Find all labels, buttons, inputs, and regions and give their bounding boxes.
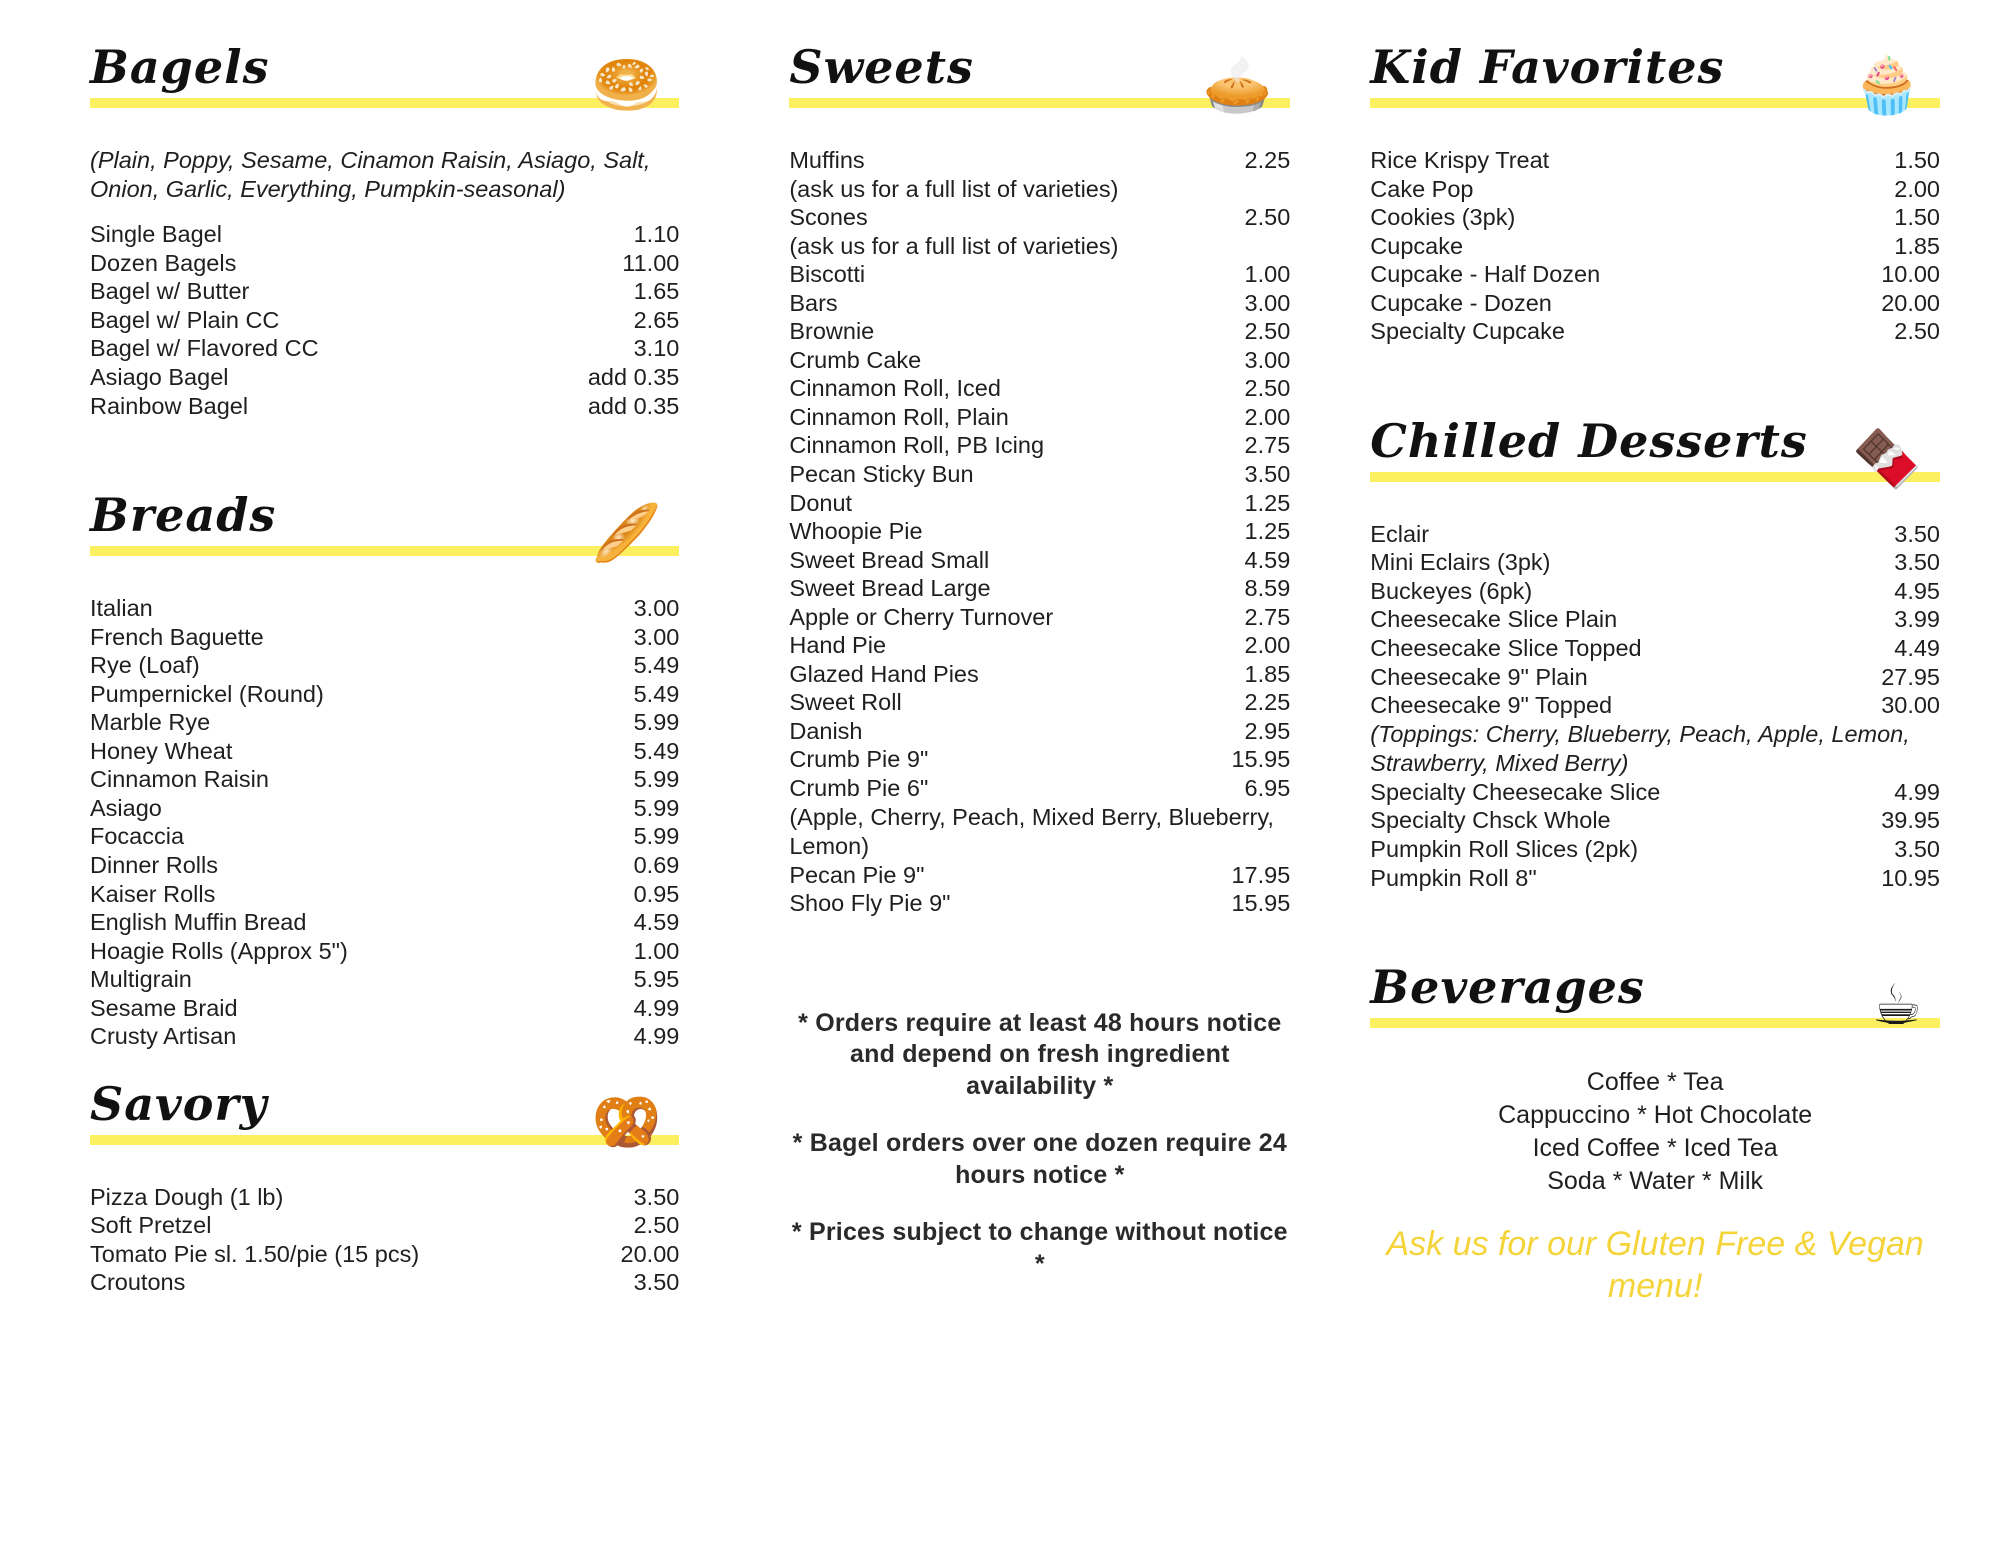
item-name: Hoagie Rolls (Approx 5") bbox=[90, 937, 348, 964]
item-price: 3.00 bbox=[633, 623, 680, 650]
item-price: 5.99 bbox=[633, 794, 680, 821]
item-price: add 0.35 bbox=[587, 392, 680, 419]
beverage-line: Iced Coffee * Iced Tea bbox=[1532, 1134, 1778, 1163]
item-name: Sesame Braid bbox=[90, 994, 238, 1021]
section-header-kid-favorites bbox=[1370, 30, 1940, 120]
list-item bbox=[90, 220, 679, 249]
item-price: 39.95 bbox=[1881, 807, 1940, 834]
list-item bbox=[90, 680, 679, 709]
item-price: 3.50 bbox=[1894, 520, 1940, 547]
item-price: 2.50 bbox=[1894, 318, 1940, 345]
item-name: Italian bbox=[90, 595, 153, 622]
item-price: 2.75 bbox=[1244, 603, 1291, 630]
notice-bagel-dozen: * Bagel orders over one dozen require 24 hours notice * bbox=[792, 1129, 1287, 1189]
item-name: Pizza Dough (1 lb) bbox=[90, 1183, 284, 1210]
item-price: 5.49 bbox=[633, 680, 680, 707]
item-price: 5.99 bbox=[633, 823, 680, 850]
item-name: Marble Rye bbox=[90, 709, 211, 736]
item-name: Specialty Cupcake bbox=[1370, 318, 1565, 345]
list-item bbox=[90, 363, 679, 392]
item-name: Tomato Pie sl. 1.50/pie (15 pcs) bbox=[90, 1240, 420, 1267]
list-item bbox=[90, 1183, 679, 1212]
item-name: Glazed Hand Pies bbox=[789, 660, 979, 687]
list-item bbox=[1370, 634, 1940, 663]
list-item bbox=[789, 260, 1290, 289]
item-name: Single Bagel bbox=[90, 221, 222, 248]
item-price: 20.00 bbox=[620, 1240, 680, 1267]
section-title-beverages: Beverages bbox=[1370, 960, 1645, 1015]
list-item bbox=[90, 851, 679, 880]
list-item bbox=[90, 623, 679, 652]
list-item bbox=[789, 546, 1290, 575]
item-price: 2.00 bbox=[1244, 632, 1291, 659]
list-item bbox=[90, 794, 679, 823]
item-name: Bars bbox=[789, 289, 838, 316]
item-price: 20.00 bbox=[1881, 289, 1940, 316]
item-price: 1.50 bbox=[1894, 147, 1940, 173]
section-title-sweets: Sweets bbox=[789, 40, 974, 94]
list-item bbox=[90, 1268, 679, 1297]
item-name: Pecan Pie 9" bbox=[789, 861, 925, 888]
item-name: Whoopie Pie bbox=[789, 518, 923, 545]
list-item bbox=[789, 574, 1290, 603]
list-item bbox=[1370, 835, 1940, 864]
item-name: Rye (Loaf) bbox=[90, 652, 200, 679]
section-title-bagels: Bagels bbox=[90, 40, 270, 94]
item-name: Asiago bbox=[90, 794, 162, 821]
eclair-icon: 🍫 bbox=[1852, 426, 1922, 492]
list-item bbox=[90, 994, 679, 1023]
list-item bbox=[789, 403, 1290, 432]
item-price: 4.59 bbox=[1244, 546, 1291, 573]
list-item bbox=[1370, 691, 1940, 720]
savory-item-list bbox=[90, 1183, 679, 1297]
item-name: Crumb Pie 9" bbox=[789, 746, 929, 773]
item-name: Danish bbox=[789, 717, 863, 744]
item-name: Cupcake - Dozen bbox=[1370, 289, 1552, 316]
list-item bbox=[789, 203, 1290, 232]
item-name: Bagel w/ Flavored CC bbox=[90, 335, 319, 362]
item-price: 2.00 bbox=[1244, 403, 1291, 430]
item-price: 3.00 bbox=[1244, 289, 1291, 316]
item-price: 4.95 bbox=[1894, 577, 1940, 604]
section-header-beverages bbox=[1370, 950, 1940, 1040]
item-price: 15.95 bbox=[1231, 746, 1291, 773]
item-price: 0.69 bbox=[633, 852, 680, 878]
item-name: Crusty Artisan bbox=[90, 1023, 237, 1050]
item-name: Cupcake bbox=[1370, 232, 1464, 259]
item-price: 2.50 bbox=[1244, 318, 1291, 345]
list-item bbox=[789, 745, 1290, 774]
item-price: 1.85 bbox=[1894, 232, 1940, 259]
list-item bbox=[90, 737, 679, 766]
section-header-savory bbox=[90, 1067, 679, 1157]
item-price: 30.00 bbox=[1881, 692, 1940, 719]
list-item bbox=[789, 889, 1290, 918]
list-item bbox=[789, 289, 1290, 318]
cupcake-icon: 🧁 bbox=[1852, 53, 1922, 118]
item-price: 2.25 bbox=[1244, 147, 1291, 173]
section-header-sweets bbox=[789, 30, 1290, 120]
notice-48-hours: * Orders require at least 48 hours notice and depend on fresh ingredient availability * bbox=[798, 1008, 1282, 1100]
item-price: 6.95 bbox=[1244, 775, 1291, 802]
item-name: Kaiser Rolls bbox=[90, 880, 216, 907]
item-price: 2.00 bbox=[1894, 175, 1940, 202]
item-price: 2.50 bbox=[1244, 375, 1291, 402]
section-title-kid-favorites: Kid Favorites bbox=[1370, 40, 1725, 94]
list-item bbox=[90, 1211, 679, 1240]
list-item bbox=[789, 717, 1290, 746]
list-item bbox=[789, 631, 1290, 660]
item-name: Bagel w/ Plain CC bbox=[90, 306, 280, 333]
item-name: Buckeyes (6pk) bbox=[1370, 577, 1533, 604]
item-name: Honey Wheat bbox=[90, 737, 233, 764]
list-item bbox=[1370, 175, 1940, 204]
item-price: 1.25 bbox=[1244, 518, 1291, 545]
item-name: Cinnamon Roll, Iced bbox=[789, 375, 1001, 402]
item-name: Apple or Cherry Turnover bbox=[789, 603, 1054, 630]
list-item bbox=[90, 880, 679, 909]
list-item bbox=[1370, 289, 1940, 318]
list-item bbox=[789, 517, 1290, 546]
item-price: 2.50 bbox=[1244, 204, 1291, 231]
item-price: 1.10 bbox=[633, 221, 680, 248]
item-name: Specialty Chsck Whole bbox=[1370, 807, 1611, 834]
item-name: Cookies (3pk) bbox=[1370, 204, 1516, 231]
item-price: 5.99 bbox=[633, 766, 680, 793]
item-name: Biscotti bbox=[789, 261, 866, 288]
list-item bbox=[1370, 806, 1940, 835]
list-item bbox=[1370, 520, 1940, 549]
item-price: 4.99 bbox=[1894, 778, 1940, 805]
item-name: Dinner Rolls bbox=[90, 852, 218, 878]
list-item bbox=[1370, 778, 1940, 807]
list-item bbox=[789, 660, 1290, 689]
bagels-item-list bbox=[90, 220, 679, 420]
list-item bbox=[789, 460, 1290, 489]
item-name: Sweet Roll bbox=[789, 689, 902, 716]
list-item bbox=[1370, 548, 1940, 577]
item-name: Crumb Pie 6" bbox=[789, 775, 929, 802]
list-item bbox=[789, 374, 1290, 403]
item-name: Hand Pie bbox=[789, 632, 887, 659]
item-price: add 0.35 bbox=[587, 363, 680, 390]
pastry-icon: 🥧 bbox=[1202, 53, 1273, 118]
chilled-desserts-item-list-2 bbox=[1370, 778, 1940, 892]
baguette-icon: 🥖 bbox=[591, 501, 662, 567]
list-item bbox=[90, 277, 679, 306]
item-name: Cinnamon Roll, Plain bbox=[789, 403, 1009, 430]
item-name: Donut bbox=[789, 489, 853, 516]
list-item bbox=[90, 1240, 679, 1269]
item-name: Sweet Bread Small bbox=[789, 546, 990, 573]
sweets-item-list-2 bbox=[789, 861, 1290, 918]
section-title-chilled-desserts: Chilled Desserts bbox=[1370, 413, 1808, 468]
item-price: 10.95 bbox=[1881, 864, 1940, 891]
item-price: 5.49 bbox=[633, 652, 680, 679]
item-name: Muffins bbox=[789, 147, 865, 173]
gluten-free-vegan-note: Ask us for our Gluten Free & Vegan menu! bbox=[1386, 1225, 1924, 1305]
beverage-line: Soda * Water * Milk bbox=[1547, 1167, 1764, 1196]
item-name: Cupcake - Half Dozen bbox=[1370, 261, 1601, 288]
item-price: 27.95 bbox=[1881, 663, 1940, 690]
list-item bbox=[90, 822, 679, 851]
column-right bbox=[1310, 30, 1940, 1525]
item-price: 1.50 bbox=[1894, 204, 1940, 231]
item-price: 2.25 bbox=[1244, 689, 1291, 716]
item-name: Asiago Bagel bbox=[90, 363, 229, 390]
item-name: Scones bbox=[789, 204, 868, 231]
coffee-cup-icon: ☕ bbox=[1871, 973, 1922, 1039]
item-price: 3.99 bbox=[1894, 606, 1940, 633]
breads-item-list bbox=[90, 594, 679, 1051]
item-price: 4.99 bbox=[633, 994, 680, 1021]
list-item bbox=[90, 937, 679, 966]
list-item bbox=[90, 306, 679, 335]
list-item bbox=[90, 249, 679, 278]
item-price: 4.49 bbox=[1894, 635, 1940, 662]
item-price: 4.99 bbox=[633, 1023, 680, 1050]
item-name: Cheesecake 9" Plain bbox=[1370, 663, 1588, 690]
item-name: Pumpernickel (Round) bbox=[90, 680, 324, 707]
item-name: Eclair bbox=[1370, 520, 1430, 547]
section-header-bagels bbox=[90, 30, 679, 120]
column-middle bbox=[699, 30, 1310, 1525]
list-item bbox=[1370, 203, 1940, 232]
list-item bbox=[789, 774, 1290, 803]
item-name: (ask us for a full list of varieties) bbox=[789, 175, 1119, 202]
item-price: 2.50 bbox=[633, 1212, 680, 1239]
item-name: Cheesecake Slice Topped bbox=[1370, 635, 1642, 662]
section-header-breads bbox=[90, 478, 679, 568]
item-price: 15.95 bbox=[1231, 890, 1291, 917]
title-underline-bar bbox=[1370, 1018, 1940, 1028]
item-price: 5.95 bbox=[633, 966, 680, 993]
sweets-item-list bbox=[789, 146, 1290, 803]
list-item bbox=[90, 392, 679, 421]
item-price: 5.99 bbox=[633, 709, 680, 736]
list-item bbox=[90, 765, 679, 794]
item-price: 3.50 bbox=[1244, 461, 1291, 488]
column-left bbox=[90, 30, 699, 1525]
item-name: Shoo Fly Pie 9" bbox=[789, 890, 951, 917]
section-header-chilled-desserts bbox=[1370, 404, 1940, 494]
item-name: Multigrain bbox=[90, 966, 192, 993]
item-name: Focaccia bbox=[90, 823, 185, 850]
item-name: Cake Pop bbox=[1370, 175, 1474, 202]
item-price: 3.50 bbox=[1894, 836, 1940, 862]
item-price: 17.95 bbox=[1231, 861, 1291, 888]
item-name: Mini Eclairs (3pk) bbox=[1370, 549, 1551, 576]
item-price: 3.50 bbox=[633, 1269, 680, 1296]
item-price: 1.25 bbox=[1244, 489, 1291, 516]
list-item bbox=[90, 651, 679, 680]
list-item bbox=[789, 146, 1290, 175]
item-name: English Muffin Bread bbox=[90, 909, 307, 936]
beverages-list bbox=[1370, 1066, 1940, 1198]
item-name: French Baguette bbox=[90, 623, 264, 650]
beverage-line: Coffee * Tea bbox=[1586, 1068, 1724, 1097]
item-name: Soft Pretzel bbox=[90, 1212, 212, 1239]
item-name: Rainbow Bagel bbox=[90, 392, 249, 419]
list-item bbox=[90, 908, 679, 937]
item-name: (ask us for a full list of varieties) bbox=[789, 232, 1119, 259]
item-price: 1.85 bbox=[1244, 660, 1291, 687]
list-item bbox=[90, 334, 679, 363]
item-name: Pecan Sticky Bun bbox=[789, 461, 974, 488]
item-name: Specialty Cheesecake Slice bbox=[1370, 778, 1661, 805]
item-name: Brownie bbox=[789, 318, 875, 345]
list-item bbox=[90, 708, 679, 737]
item-price: 2.95 bbox=[1244, 717, 1291, 744]
list-item bbox=[1370, 663, 1940, 692]
list-item bbox=[90, 1022, 679, 1051]
list-item bbox=[789, 431, 1290, 460]
item-price: 5.49 bbox=[633, 737, 680, 764]
section-title-breads: Breads bbox=[90, 488, 277, 543]
item-price: 8.59 bbox=[1244, 575, 1291, 602]
item-name: Pumpkin Roll 8" bbox=[1370, 864, 1537, 891]
item-name: Croutons bbox=[90, 1269, 186, 1296]
item-name: Sweet Bread Large bbox=[789, 575, 991, 602]
item-price: 1.00 bbox=[1244, 261, 1291, 288]
list-item bbox=[789, 603, 1290, 632]
list-item bbox=[90, 594, 679, 623]
crumb-pie-flavors-note: (Apple, Cherry, Peach, Mixed Berry, Blueberry, Lemon) bbox=[789, 803, 1274, 859]
bagel-icon: 🥯 bbox=[591, 53, 662, 118]
item-price: 4.59 bbox=[633, 909, 680, 936]
notice-prices-change: * Prices subject to change without notice * bbox=[791, 1218, 1288, 1278]
item-name: Cheesecake Slice Plain bbox=[1370, 606, 1618, 633]
item-price: 3.10 bbox=[633, 335, 680, 362]
list-item bbox=[1370, 146, 1940, 175]
cheesecake-toppings-note: (Toppings: Cherry, Blueberry, Peach, Apple, Lemon, Strawberry, Mixed Berry) bbox=[1370, 720, 1910, 776]
list-item-note bbox=[789, 175, 1290, 204]
kid-favorites-item-list bbox=[1370, 146, 1940, 346]
list-item bbox=[789, 688, 1290, 717]
chilled-desserts-item-list bbox=[1370, 520, 1940, 720]
item-name: Rice Krispy Treat bbox=[1370, 147, 1550, 173]
list-item bbox=[789, 489, 1290, 518]
list-item bbox=[90, 965, 679, 994]
bagel-varieties-note: (Plain, Poppy, Sesame, Cinamon Raisin, Asiago, Salt, Onion, Garlic, Everything, Pumpkin-seasonal) bbox=[90, 147, 651, 203]
item-name: Dozen Bagels bbox=[90, 249, 237, 276]
list-item bbox=[1370, 232, 1940, 261]
list-item bbox=[1370, 864, 1940, 893]
list-item bbox=[789, 346, 1290, 375]
item-price: 11.00 bbox=[622, 249, 680, 276]
list-item bbox=[1370, 577, 1940, 606]
order-notices bbox=[789, 1008, 1290, 1281]
item-price: 0.95 bbox=[633, 880, 680, 907]
item-name: Cheesecake 9" Topped bbox=[1370, 692, 1613, 719]
item-price: 1.65 bbox=[633, 278, 680, 305]
item-name: Cinnamon Raisin bbox=[90, 766, 269, 793]
item-price: 3.00 bbox=[633, 595, 680, 622]
list-item bbox=[1370, 260, 1940, 289]
item-name: Cinnamon Roll, PB Icing bbox=[789, 432, 1045, 459]
item-name: Crumb Cake bbox=[789, 346, 922, 373]
list-item-note bbox=[789, 232, 1290, 261]
beverage-line: Cappuccino * Hot Chocolate bbox=[1498, 1101, 1813, 1130]
list-item bbox=[1370, 317, 1940, 346]
item-price: 3.50 bbox=[633, 1183, 680, 1210]
list-item bbox=[789, 861, 1290, 890]
list-item bbox=[789, 317, 1290, 346]
item-price: 1.00 bbox=[633, 937, 680, 964]
item-price: 3.00 bbox=[1244, 346, 1291, 373]
pretzel-icon: 🥨 bbox=[591, 1089, 662, 1155]
item-price: 3.50 bbox=[1894, 549, 1940, 576]
section-title-savory: Savory bbox=[90, 1076, 268, 1131]
item-name: Pumpkin Roll Slices (2pk) bbox=[1370, 836, 1639, 862]
item-name: Bagel w/ Butter bbox=[90, 278, 250, 305]
item-price: 2.75 bbox=[1244, 432, 1291, 459]
item-price: 2.65 bbox=[633, 306, 680, 333]
item-price: 10.00 bbox=[1881, 261, 1940, 288]
list-item bbox=[1370, 605, 1940, 634]
